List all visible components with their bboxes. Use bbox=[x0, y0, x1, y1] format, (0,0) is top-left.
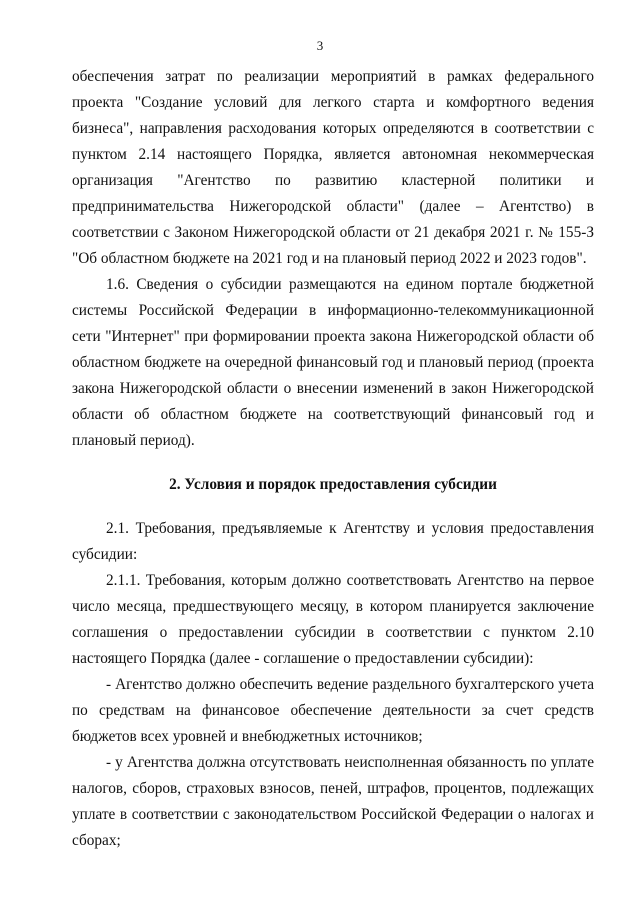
document-body bbox=[72, 64, 594, 854]
section-heading: 2. Условия и порядок предоставления субсидии bbox=[169, 476, 497, 493]
page-number: 3 bbox=[316, 38, 324, 53]
paragraph-1-6: 1.6. Сведения о субсидии размещаются на едином портале бюджетной системы Российской Федерации в информационно-телекоммуникационной сети "Интернет" при формировании проекта закона Нижегородской области об областном бюджете на очередной финансовый год и плановый период (проекта закона Нижегородской области о внесении изменений в закон Нижегородской области об областном бюджете на соответствующий финансовый год и плановый период). bbox=[72, 276, 594, 449]
list-item-tax-obligation: - у Агентства должна отсутствовать неисполненная обязанность по уплате налогов, сборов, страховых взносов, пеней, штрафов, процентов, подлежащих уплате в соответствии с законодательством Российской Федерации о налогах и сборах; bbox=[72, 754, 594, 849]
paragraph-continuation: обеспечения затрат по реализации мероприятий в рамках федерального проекта "Создание условий для легкого старта и комфортного ведения бизнеса", направления расходования которых определяются в соответствии с пунктом 2.14 настоящего Порядка, является автономная некоммерческая организация "Агентство по развитию кластерной политики и предпринимательства Нижегородской области" (далее – Агентство) в соответствии с Законом Нижегородской области от 21 декабря 2021 г. № 155-З "Об областном бюджете на 2021 год и на плановый период 2022 и 2023 годов". bbox=[72, 68, 594, 267]
paragraph-2-1: 2.1. Требования, предъявляемые к Агентству и условия предоставления субсидии: bbox=[72, 520, 594, 563]
list-item-accounting: - Агентство должно обеспечить ведение раздельного бухгалтерского учета по средствам на финансовое обеспечение деятельности за счет средств бюджетов всех уровней и внебюджетных источников; bbox=[72, 676, 594, 745]
paragraph-2-1-1: 2.1.1. Требования, которым должно соответствовать Агентство на первое число месяца, предшествующего месяцу, в котором планируется заключение соглашения о предоставлении субсидии в соответствии с пунктом 2.10 настоящего Порядка (далее - соглашение о предоставлении субсидии): bbox=[72, 572, 594, 667]
